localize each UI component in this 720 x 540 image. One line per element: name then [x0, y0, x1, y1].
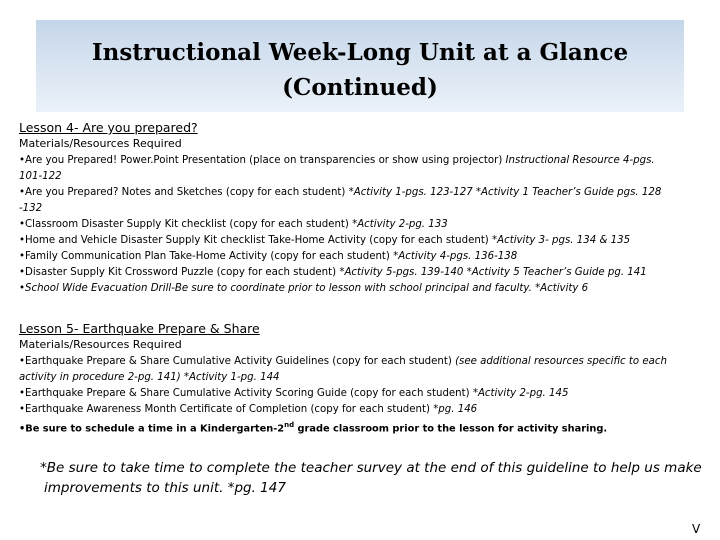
lesson-4-item: •Family Communication Plan Take-Home Activity (copy for each student) *Activity 4-pgs. 136-138 — [19, 251, 518, 262]
lesson-4-item: 101-122 — [19, 171, 62, 182]
lesson-4-item: •Disaster Supply Kit Crossword Puzzle (copy for each student) *Activity 5-pgs. 139-140 *Activity 5 Teacher’s Guide pg. 141 — [19, 267, 647, 278]
lesson-4-item: •School Wide Evacuation Drill-Be sure to coordinate prior to lesson with school principal and faculty. *Activity 6 — [19, 283, 589, 294]
title-banner — [36, 20, 684, 112]
page-title: Instructional Week-Long Unit at a Glance — [91, 39, 629, 66]
lesson-4-item: •Home and Vehicle Disaster Supply Kit checklist Take-Home Activity (copy for each student) *Activity 3- pgs. 134 & 135 — [19, 235, 631, 246]
lesson-5-item: •Be sure to schedule a time in a Kindergarten-2nd grade classroom prior to the lesson for activity sharing. — [19, 421, 608, 435]
lesson-5-item: •Earthquake Prepare & Share Cumulative Activity Scoring Guide (copy for each student) *Activity 2-pg. 145 — [19, 388, 569, 399]
lesson-5-item: •Earthquake Prepare & Share Cumulative Activity Guidelines (copy for each student) (see additional resources specific to each — [19, 356, 667, 367]
lesson-5-materials-label: Materials/Resources Required — [19, 338, 182, 351]
lesson-4-heading: Lesson 4- Are you prepared? — [19, 120, 198, 135]
lesson-4-item: •Are you Prepared? Notes and Sketches (copy for each student) *Activity 1-pgs. 123-127 *Activity 1 Teacher’s Guide pgs. 128 — [19, 187, 662, 198]
lesson-4-materials-label: Materials/Resources Required — [19, 137, 182, 150]
page-subtitle: (Continued) — [282, 74, 438, 101]
lesson-4-item: •Are you Prepared! Power.Point Presentation (place on transparencies or show using projector) Instructional Resource 4-pgs. — [19, 155, 655, 166]
page-number: V — [692, 522, 701, 536]
teacher-survey-note: *Be sure to take time to complete the teacher survey at the end of this guideline to help us make improvements to this unit. *pg. 147 — [40, 460, 702, 496]
lesson-5-item: activity in procedure 2-pg. 141) *Activity 1-pg. 144 — [19, 372, 280, 383]
lesson-5-heading: Lesson 5- Earthquake Prepare & Share — [19, 321, 260, 336]
lesson-5-item: •Earthquake Awareness Month Certificate of Completion (copy for each student) *pg. 146 — [19, 404, 478, 415]
lesson-4-item: •Classroom Disaster Supply Kit checklist (copy for each student) *Activity 2-pg. 133 — [19, 219, 448, 230]
lesson-4-item: -132 — [19, 203, 43, 214]
